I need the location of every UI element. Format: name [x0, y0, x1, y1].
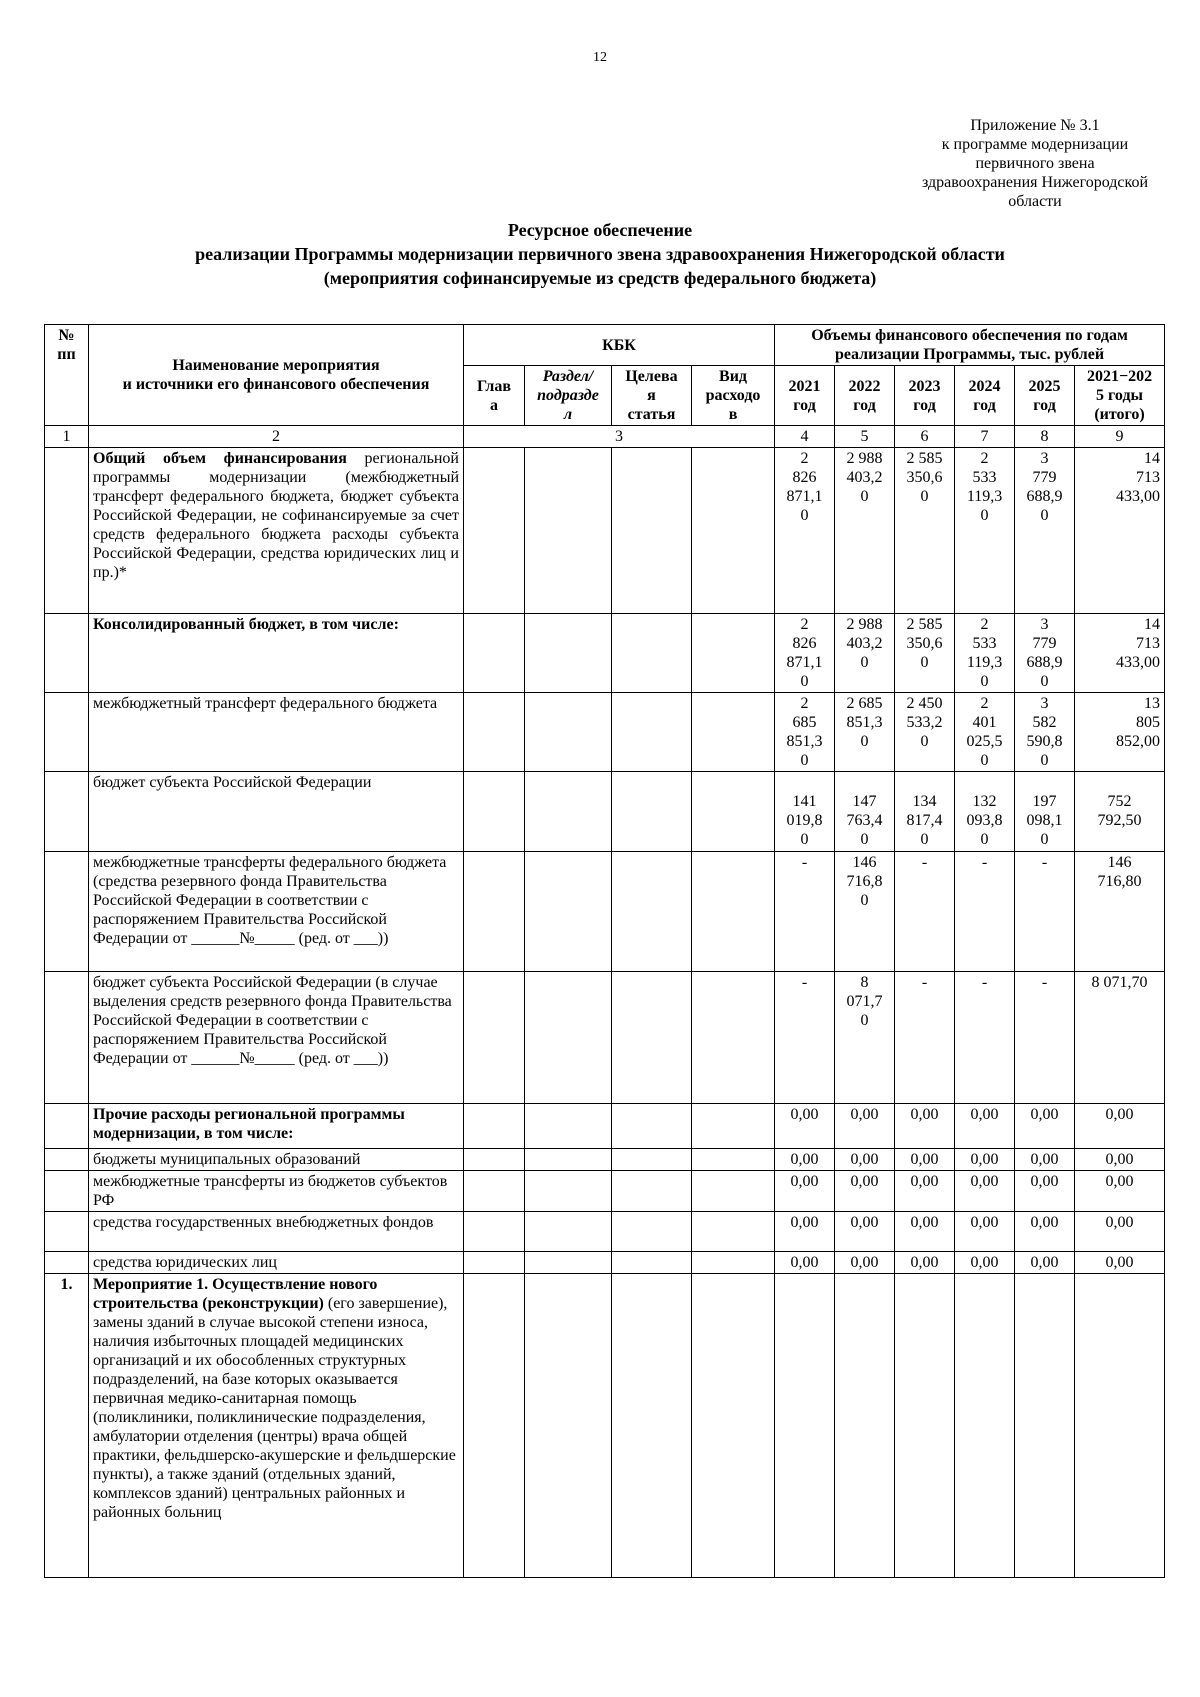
value-2023 — [895, 1274, 955, 1578]
kbk-celevaya — [612, 693, 692, 772]
row-name — [89, 614, 464, 693]
table-row — [45, 1104, 1165, 1149]
row-name — [89, 1212, 464, 1252]
value-2023: 2 585 350,6 0 — [895, 614, 955, 693]
kbk-razdel — [525, 972, 612, 1104]
value-2021 — [775, 1274, 835, 1578]
header-kbk: КБК — [464, 325, 775, 366]
kbk-razdel — [525, 1149, 612, 1171]
kbk-razdel — [525, 1252, 612, 1274]
appendix-line: здравоохранения Нижегородской — [921, 174, 1149, 191]
value-2023: 0,00 — [895, 1252, 955, 1274]
kbk-celevaya — [612, 852, 692, 972]
value-total: 8 071,70 — [1075, 972, 1165, 1104]
row-name — [89, 1149, 464, 1171]
appendix-line: к программе модернизации — [941, 136, 1129, 153]
kbk-celevaya — [612, 1171, 692, 1212]
value-2025: 3 582 590,8 0 — [1015, 693, 1075, 772]
column-number-row — [45, 426, 1165, 448]
value-2025: 197 098,1 0 — [1015, 772, 1075, 852]
kbk-vid — [692, 1212, 775, 1252]
row-name — [89, 852, 464, 972]
kbk-glava — [464, 772, 525, 852]
header-2024: 2024 год — [955, 366, 1015, 426]
value-2023: - — [895, 852, 955, 972]
table-row — [45, 852, 1165, 972]
header-row — [45, 325, 1165, 366]
row-name-text: межбюджетный трансферт федерального бюджета — [93, 695, 438, 712]
kbk-razdel — [525, 614, 612, 693]
table-row — [45, 772, 1165, 852]
value-2023: 134 817,4 0 — [895, 772, 955, 852]
header-glava: Глав а — [464, 366, 525, 426]
kbk-glava — [464, 1212, 525, 1252]
row-name-bold: Общий объем финансирования — [93, 450, 347, 467]
kbk-glava — [464, 693, 525, 772]
value-2024: 2 401 025,5 0 — [955, 693, 1015, 772]
value-2025: 0,00 — [1015, 1212, 1075, 1252]
value-2021: 141 019,8 0 — [775, 772, 835, 852]
row-name-text: бюджет субъекта Российской Федерации — [93, 774, 372, 791]
kbk-vid — [692, 852, 775, 972]
value-2025: 3 779 688,9 0 — [1015, 448, 1075, 614]
value-total: 0,00 — [1075, 1149, 1165, 1171]
row-number — [45, 1171, 89, 1212]
kbk-glava — [464, 1252, 525, 1274]
value-2024 — [955, 1274, 1015, 1578]
header-no: № пп — [45, 325, 89, 426]
value-2022: 0,00 — [835, 1171, 895, 1212]
appendix-line: области — [1008, 193, 1062, 210]
table-row — [45, 1171, 1165, 1212]
value-2025: - — [1015, 852, 1075, 972]
kbk-vid — [692, 1104, 775, 1149]
kbk-celevaya — [612, 772, 692, 852]
table-row — [45, 972, 1165, 1104]
header-volumes: Объемы финансового обеспечения по годам реализации Программы, тыс. рублей — [775, 325, 1165, 366]
table-row — [45, 1252, 1165, 1274]
kbk-glava — [464, 972, 525, 1104]
value-2025: 0,00 — [1015, 1104, 1075, 1149]
value-2025: 0,00 — [1015, 1252, 1075, 1274]
header-2025: 2025 год — [1015, 366, 1075, 426]
value-2024: 2 533 119,3 0 — [955, 614, 1015, 693]
kbk-glava — [464, 1171, 525, 1212]
kbk-razdel — [525, 693, 612, 772]
value-2021: 0,00 — [775, 1171, 835, 1212]
row-number — [45, 972, 89, 1104]
column-number: 4 — [775, 426, 835, 448]
row-number — [45, 772, 89, 852]
value-total — [1075, 1274, 1165, 1578]
row-number — [45, 1252, 89, 1274]
value-2021: - — [775, 852, 835, 972]
kbk-razdel — [525, 448, 612, 614]
kbk-razdel — [525, 1274, 612, 1578]
row-name — [89, 448, 464, 614]
row-number — [45, 852, 89, 972]
column-number: 3 — [464, 426, 775, 448]
kbk-razdel — [525, 852, 612, 972]
value-2023: 2 450 533,2 0 — [895, 693, 955, 772]
row-name — [89, 1252, 464, 1274]
value-2021: 2 685 851,3 0 — [775, 693, 835, 772]
row-number — [45, 1149, 89, 1171]
appendix-note — [890, 116, 1180, 211]
value-2022: 0,00 — [835, 1252, 895, 1274]
value-2021: 0,00 — [775, 1212, 835, 1252]
row-number — [45, 1212, 89, 1252]
value-2023: 0,00 — [895, 1149, 955, 1171]
value-2025: 0,00 — [1015, 1171, 1075, 1212]
value-2022: 0,00 — [835, 1104, 895, 1149]
row-name-text: межбюджетные трансферты из бюджетов субъектов РФ — [93, 1173, 448, 1209]
row-name — [89, 1104, 464, 1149]
row-name — [89, 772, 464, 852]
kbk-vid — [692, 1171, 775, 1212]
kbk-glava — [464, 1104, 525, 1149]
appendix-line: первичного звена — [975, 155, 1095, 172]
row-number — [45, 448, 89, 614]
value-2022: 0,00 — [835, 1212, 895, 1252]
kbk-celevaya — [612, 1104, 692, 1149]
header-razdel: Раздел/ подразде л — [525, 366, 612, 426]
column-number: 7 — [955, 426, 1015, 448]
value-2021: - — [775, 972, 835, 1104]
table-row — [45, 448, 1165, 614]
kbk-vid — [692, 972, 775, 1104]
header-name: Наименование мероприятия и источники его финансового обеспечения — [89, 325, 464, 426]
row-number — [45, 614, 89, 693]
header-2022: 2022 год — [835, 366, 895, 426]
table-row — [45, 693, 1165, 772]
value-2023: 0,00 — [895, 1212, 955, 1252]
kbk-celevaya — [612, 1252, 692, 1274]
value-2024: - — [955, 852, 1015, 972]
value-total: 0,00 — [1075, 1212, 1165, 1252]
value-2022: 147 763,4 0 — [835, 772, 895, 852]
value-2021: 0,00 — [775, 1252, 835, 1274]
value-2024: 2 533 119,3 0 — [955, 448, 1015, 614]
value-2023: - — [895, 972, 955, 1104]
header-2023: 2023 год — [895, 366, 955, 426]
value-total: 0,00 — [1075, 1104, 1165, 1149]
kbk-razdel — [525, 1104, 612, 1149]
header-total: 2021−202 5 годы (итого) — [1075, 366, 1165, 426]
value-2024: 0,00 — [955, 1212, 1015, 1252]
kbk-glava — [464, 614, 525, 693]
header-vid: Вид расходо в — [692, 366, 775, 426]
kbk-glava — [464, 448, 525, 614]
column-number: 9 — [1075, 426, 1165, 448]
row-name-text: средства юридических лиц — [93, 1254, 277, 1271]
kbk-celevaya — [612, 448, 692, 614]
kbk-vid — [692, 772, 775, 852]
row-name-bold: Консолидированный бюджет, в том числе: — [93, 616, 399, 633]
row-name-bold: Прочие расходы региональной программы модернизации, в том числе: — [93, 1106, 405, 1142]
row-number — [45, 693, 89, 772]
value-2025: 3 779 688,9 0 — [1015, 614, 1075, 693]
row-name-text: бюджеты муниципальных образований — [93, 1151, 361, 1168]
row-number: 1. — [45, 1274, 89, 1578]
table-row — [45, 614, 1165, 693]
resource-table — [44, 324, 1165, 1578]
value-total: 14 713 433,00 — [1075, 448, 1165, 614]
row-name — [89, 1171, 464, 1212]
value-2023: 2 585 350,6 0 — [895, 448, 955, 614]
value-2022: 8 071,7 0 — [835, 972, 895, 1104]
value-2022: 2 988 403,2 0 — [835, 614, 895, 693]
document-title — [0, 218, 1200, 290]
header-celevaya: Целева я статья — [612, 366, 692, 426]
value-2025 — [1015, 1274, 1075, 1578]
kbk-vid — [692, 448, 775, 614]
value-2023: 0,00 — [895, 1171, 955, 1212]
title-line: (мероприятия софинансируемые из средств федерального бюджета) — [323, 268, 877, 288]
value-2022: 0,00 — [835, 1149, 895, 1171]
kbk-glava — [464, 852, 525, 972]
value-2022: 146 716,8 0 — [835, 852, 895, 972]
value-2025: - — [1015, 972, 1075, 1104]
kbk-razdel — [525, 1212, 612, 1252]
header-2021: 2021 год — [775, 366, 835, 426]
row-name-bold: Мероприятие 1. Осуществление нового строительства (реконструкции) — [93, 1276, 378, 1312]
value-2021: 2 826 871,1 0 — [775, 614, 835, 693]
kbk-vid — [692, 1274, 775, 1578]
table-row — [45, 1149, 1165, 1171]
column-number: 1 — [45, 426, 89, 448]
value-total: 0,00 — [1075, 1171, 1165, 1212]
title-line: Ресурсное обеспечение — [507, 220, 693, 240]
column-number: 5 — [835, 426, 895, 448]
table-row — [45, 1274, 1165, 1578]
table-row — [45, 1212, 1165, 1252]
value-2025: 0,00 — [1015, 1149, 1075, 1171]
row-name — [89, 1274, 464, 1578]
value-2024: - — [955, 972, 1015, 1104]
column-number: 2 — [89, 426, 464, 448]
value-2024: 0,00 — [955, 1104, 1015, 1149]
appendix-line: Приложение № 3.1 — [970, 117, 1100, 134]
value-2022 — [835, 1274, 895, 1578]
title-line: реализации Программы модернизации первичного звена здравоохранения Нижегородской области — [195, 244, 1005, 264]
kbk-razdel — [525, 1171, 612, 1212]
value-total: 0,00 — [1075, 1252, 1165, 1274]
value-2023: 0,00 — [895, 1104, 955, 1149]
value-2022: 2 685 851,3 0 — [835, 693, 895, 772]
row-number — [45, 1104, 89, 1149]
kbk-glava — [464, 1149, 525, 1171]
kbk-celevaya — [612, 1212, 692, 1252]
value-total: 13 805 852,00 — [1075, 693, 1165, 772]
kbk-celevaya — [612, 614, 692, 693]
row-name-text: (его завершение), замены зданий в случае высокой степени износа, наличия избыточных площадей медицинских организаций и их обособленных структурных подразделений, на базе которых оказывается первичная медико-санитарная помощь (поликлиники, поликлинические подразделения, амбулатории отделения (центры) врача общей практики, фельдшерско-акушерские и фельдшерские пункты), а также зданий (отдельных зданий, комплексов зданий) центральных районных и районных больниц — [93, 1295, 456, 1521]
value-total: 752 792,50 — [1075, 772, 1165, 852]
row-name-text: межбюджетные трансферты федерального бюджета (средства резервного фонда Правительства Российской Федерации в соответствии с распоряжением Правительства Российской Федерации от ______№_____ (ред. от ___)) — [93, 854, 447, 947]
value-2021: 0,00 — [775, 1149, 835, 1171]
row-name-text: бюджет субъекта Российской Федерации (в случае выделения средств резервного фонда Правительства Российской Федерации в соответствии с распоряжением Правительства Российской Федерации от ______№_____ (ред. от ___)) — [93, 974, 452, 1067]
value-2024: 132 093,8 0 — [955, 772, 1015, 852]
value-2021: 2 826 871,1 0 — [775, 448, 835, 614]
kbk-vid — [692, 614, 775, 693]
row-name — [89, 972, 464, 1104]
kbk-vid — [692, 1252, 775, 1274]
value-total: 14 713 433,00 — [1075, 614, 1165, 693]
kbk-celevaya — [612, 972, 692, 1104]
column-number: 8 — [1015, 426, 1075, 448]
kbk-razdel — [525, 772, 612, 852]
kbk-vid — [692, 693, 775, 772]
value-2021: 0,00 — [775, 1104, 835, 1149]
kbk-vid — [692, 1149, 775, 1171]
kbk-glava — [464, 1274, 525, 1578]
value-2024: 0,00 — [955, 1171, 1015, 1212]
page-number: 12 — [593, 50, 607, 65]
row-name-text: региональной программы модернизации (межбюджетный трансферт федерального бюджета, бюджет субъекта Российской Федерации, не софинансируемые за счет средств федерального бюджета расходы субъекта Российской Федерации, средства юридических лиц и пр.)* — [93, 450, 459, 581]
value-2022: 2 988 403,2 0 — [835, 448, 895, 614]
row-name — [89, 693, 464, 772]
row-name-text: средства государственных внебюджетных фондов — [93, 1214, 434, 1231]
column-number: 6 — [895, 426, 955, 448]
value-2024: 0,00 — [955, 1252, 1015, 1274]
kbk-celevaya — [612, 1274, 692, 1578]
value-total: 146 716,80 — [1075, 852, 1165, 972]
kbk-celevaya — [612, 1149, 692, 1171]
value-2024: 0,00 — [955, 1149, 1015, 1171]
